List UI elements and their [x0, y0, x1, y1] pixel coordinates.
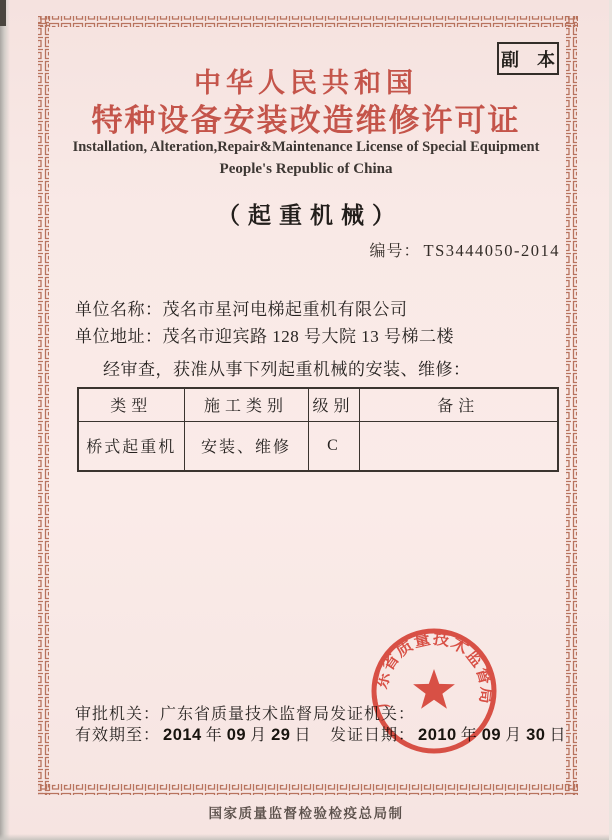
cell-remark — [359, 421, 558, 471]
approval-agency-value: 广东省质量技术监督局 — [160, 706, 331, 723]
approval-agency-label: 审批机关： — [75, 706, 161, 723]
copy-type-label: 副 本 — [501, 49, 555, 70]
valid-year: 2014 — [163, 726, 202, 744]
unit-name-value: 茂名市星河电梯起重机有限公司 — [162, 300, 408, 319]
scan-edge-bottom — [0, 834, 612, 840]
issue-day: 30 — [526, 726, 546, 744]
license-title-english: Installation, Alteration,Repair&Maintenance License of Special Equipment — [72, 139, 540, 155]
license-number-line — [369, 238, 560, 261]
day-unit: 日 — [294, 727, 312, 744]
scope-table — [77, 387, 559, 472]
scope-table-row — [78, 421, 558, 471]
valid-month: 09 — [226, 726, 247, 744]
cell-type: 桥式起重机 — [78, 421, 184, 471]
license-title: 特种设备安装改造维修许可证 — [91, 103, 521, 138]
valid-until-line — [75, 722, 313, 745]
year-unit: 年 — [460, 727, 478, 744]
issue-month: 09 — [481, 726, 502, 744]
valid-day: 29 — [271, 726, 291, 744]
cell-work-class: 安装、维修 — [184, 421, 308, 471]
col-header-type: 类型 — [78, 388, 184, 421]
day-unit: 日 — [549, 727, 567, 744]
star-icon — [413, 669, 455, 709]
valid-until-label: 有效期至： — [75, 727, 161, 744]
scan-corner-mark — [0, 0, 6, 26]
unit-address-label: 单位地址： — [75, 327, 163, 346]
country-title: 中华人民共和国 — [194, 68, 418, 98]
equipment-category: （起重机械） — [217, 203, 403, 228]
country-title-english: People's Republic of China — [219, 161, 393, 177]
month-unit: 月 — [250, 727, 268, 744]
col-header-remark: 备注 — [359, 388, 558, 421]
license-number-label: 编号： — [369, 243, 421, 260]
scope-note: 经审查，获准从事下列起重机械的安装、维修： — [103, 360, 471, 379]
col-header-level: 级别 — [308, 388, 359, 421]
issue-date-label: 发证日期： — [330, 727, 416, 744]
approval-agency-line — [75, 701, 330, 724]
cell-level: C — [308, 421, 359, 471]
month-unit: 月 — [505, 727, 523, 744]
issuing-agency-label: 发证机关： — [330, 706, 416, 723]
scope-table-header-row — [78, 388, 558, 421]
col-header-work-class: 施工类别 — [184, 388, 308, 421]
seal-arc-text: 广东省质量技术监督局 — [372, 629, 496, 710]
official-seal — [364, 621, 504, 761]
footer-maker: 国家质量监督检验检疫总局制 — [208, 806, 404, 821]
year-unit: 年 — [205, 727, 223, 744]
issue-year: 2010 — [418, 726, 457, 744]
unit-name-label: 单位名称： — [75, 300, 163, 319]
license-number-value: TS3444050-2014 — [423, 241, 560, 260]
unit-address-value: 茂名市迎宾路 128 号大院 13 号梯二楼 — [162, 327, 454, 346]
unit-name-line — [75, 295, 408, 320]
unit-address-line — [75, 322, 454, 347]
